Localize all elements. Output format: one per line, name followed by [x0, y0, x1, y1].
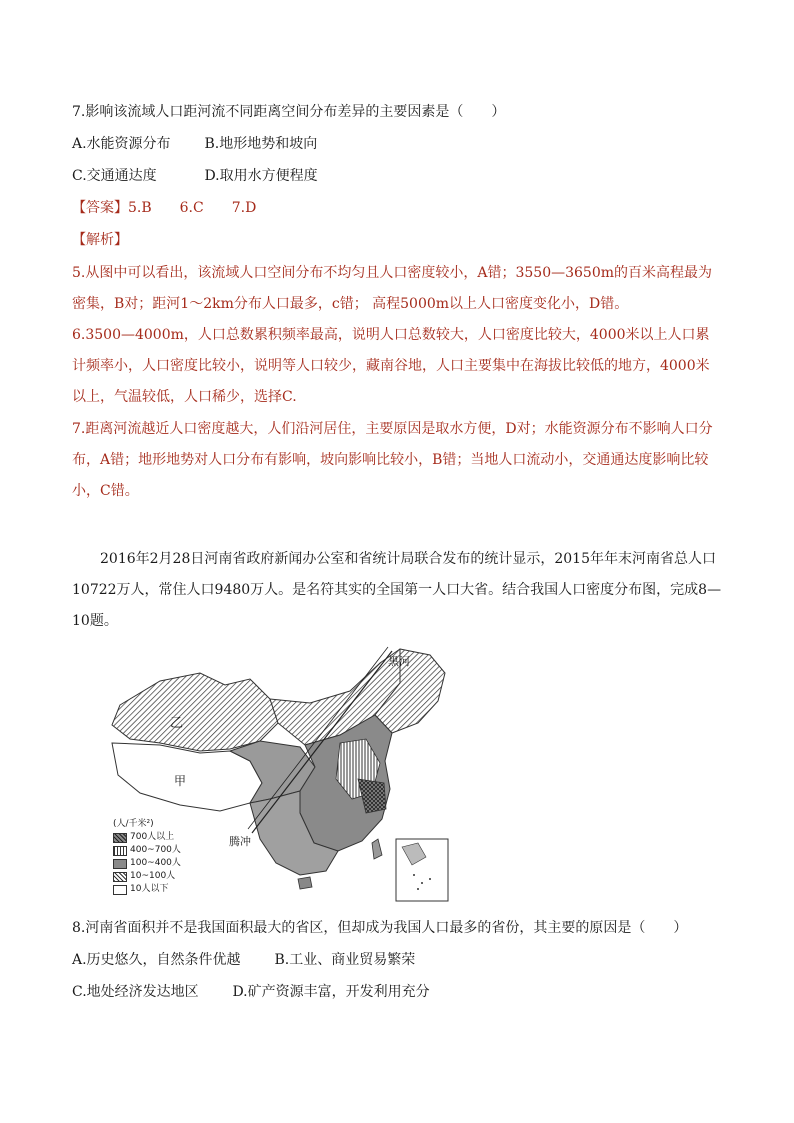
- answer-line: [72, 198, 256, 218]
- legend-label: 400~700人: [130, 845, 181, 855]
- q7-option-c: C.交通通达度: [72, 168, 157, 184]
- analysis-6: 6.3500—4000m，人口总数累积频率最高，说明人口总数较大，人口密度比较大，4000米以上人口累计频率小，人口密度比较小，说明等人口较少，藏南谷地，人口主要集中在海拔比较低的地方，4000米以上，气温较低，人口稀少，选择C.: [72, 327, 710, 405]
- legend-label: 100~400人: [130, 858, 181, 868]
- q7-options-row-1: [72, 134, 317, 154]
- legend-item: [113, 857, 181, 870]
- q8-option-d: D.矿产资源丰富，开发利用充分: [232, 984, 430, 1000]
- label-tengchong: 腾冲: [229, 835, 251, 848]
- answer-label: 【答案】: [72, 200, 128, 216]
- analysis-7: 7.距离河流越近人口密度越大，人们沿河居住，主要原因是取水方便，D对；水能资源分布不影响人口分布，A错；地形地势对人口分布有影响，坡向影响比较小，B错；当地人口流动小，交通通达度影响比较小，C错。: [72, 421, 713, 499]
- hainan-island: [298, 877, 312, 889]
- analysis-5: 5.从图中可以看出，该流域人口空间分布不均匀且人口密度较小，A错；3550—3650m的百米高程最为密集，B对；距河1～2km分布人口最多，c错； 高程5000m以上人口密度变化小，D错。: [72, 265, 712, 312]
- intro-paragraph: 2016年2月28日河南省政府新闻办公室和省统计局联合发布的统计显示，2015年年末河南省总人口10722万人，常住人口9480万人。是名符其实的全国第一人口大省。结合我国人口密度分布图，完成8—10题。: [72, 551, 722, 629]
- legend-swatch: [113, 872, 127, 882]
- q7-options-row-2: [72, 166, 318, 186]
- taiwan-island: [372, 839, 382, 859]
- q8-option-a: A.历史悠久，自然条件优越: [72, 952, 241, 968]
- legend-swatch: [113, 833, 127, 843]
- label-heihe: 黑河: [388, 655, 410, 668]
- legend-item: [113, 844, 181, 857]
- legend-swatch: [113, 846, 127, 856]
- legend-swatch: [113, 859, 127, 869]
- analysis-label: 【解析】: [72, 232, 128, 248]
- legend-item: [113, 831, 181, 844]
- q8-option-b: B.工业、商业贸易繁荣: [274, 952, 416, 968]
- legend-swatch: [113, 885, 127, 895]
- map-legend: [113, 818, 181, 896]
- q7-option-d: D.取用水方便程度: [204, 168, 318, 184]
- label-yi: 乙: [170, 716, 184, 731]
- label-jia: 甲: [174, 774, 187, 788]
- legend-title: (人/千米²): [113, 819, 154, 829]
- q7-option-b: B.地形地势和坡向: [204, 136, 318, 152]
- legend-item: [113, 883, 181, 896]
- q8-stem: 8.河南省面积并不是我国面积最大的省区，但却成为我国人口最多的省份，其主要的原因是（ ）: [72, 920, 688, 936]
- legend-item: [113, 870, 181, 883]
- legend-label: 10人以下: [130, 884, 169, 894]
- legend-label: 10~100人: [130, 871, 176, 881]
- q7-stem: 7.影响该流域人口距河流不同距离空间分布差异的主要因素是（ ）: [72, 104, 506, 120]
- legend-label: 700人以上: [130, 832, 175, 842]
- q8-option-c: C.地处经济发达地区: [72, 984, 199, 1000]
- q8-options-row-2: [72, 982, 430, 1002]
- q7-option-a: A.水能资源分布: [72, 136, 171, 152]
- answer-values: 5.B 6.C 7.D: [128, 200, 257, 216]
- region-northwest: [112, 673, 278, 751]
- q8-options-row-1: [72, 950, 415, 970]
